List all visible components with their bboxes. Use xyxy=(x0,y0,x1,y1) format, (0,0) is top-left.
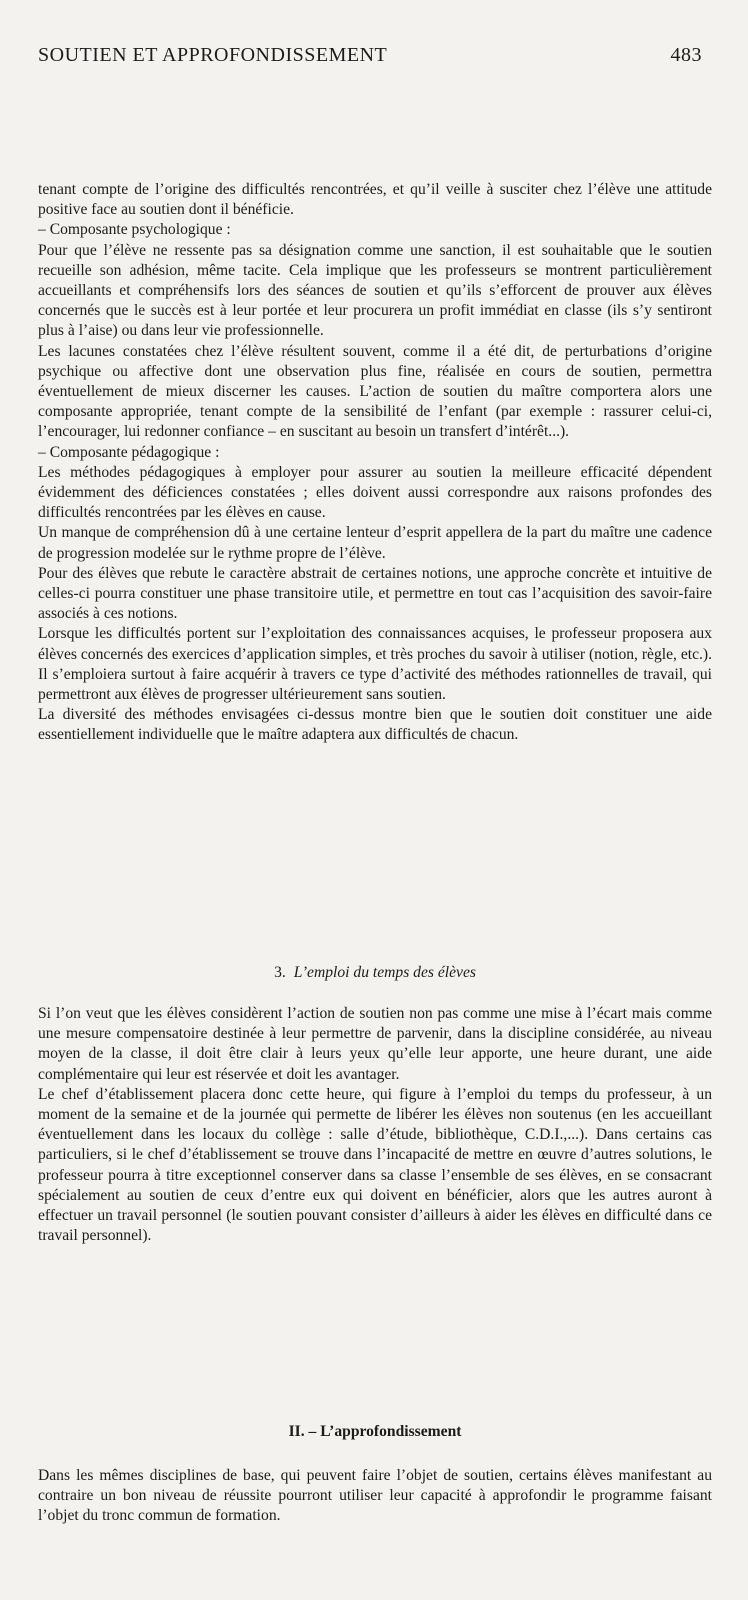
text-block-approfondissement xyxy=(38,1466,712,1527)
paragraph: Les méthodes pédagogiques à employer pour assurer au soutien la meilleure efficacité dépendent évidemment des déficiences constatées ; elles doivent aussi correspondre aux raisons profondes des difficultés rencontrées par les élèves en cause. xyxy=(38,463,712,522)
paragraph: Si l’on veut que les élèves considèrent l’action de soutien non pas comme une mise à l’écart mais comme une mesure compensatoire destinée à leur permettre de parvenir, dans la discipline considérée, au niveau moyen de la classe, il doit être clair à leurs yeux qu’elle leur apporte, une heure durant, une aide complémentaire qui leur est réservée et doit les avantager. xyxy=(38,1005,712,1083)
section-number: 3. xyxy=(274,964,286,981)
subheading-composante-psychologique: – Composante psychologique : xyxy=(38,221,231,239)
paragraph: Le chef d’établissement placera donc cette heure, qui figure à l’emploi du temps du professeur, à un moment de la semaine et de la journée qui permette de libérer les élèves non soutenus (en les accueillant éventuellement dans les locaux du collège : salle d’étude, bibliothèque, C.D.I.,...). Dans certains cas particuliers, si le chef d’établissement se trouve dans l’incapacité de mettre en œuvre d’autres solutions, le professeur pourra à titre exceptionnel conserver dans sa classe l’ensemble de ses élèves, en se consacrant spécialement au soutien de ceux d’entre eux qui doivent en bénéficier, alors que les autres auront à effectuer un travail personnel (le soutien pouvant consister d’ailleurs à aider les élèves en difficulté dans ce travail personnel). xyxy=(38,1085,712,1245)
paragraph: Lorsque les difficultés portent sur l’exploitation des connaissances acquises, le professeur proposera aux élèves concernés des exercices d’application simples, et très proches du savoir à utiliser (notion, règle, etc.). Il s’emploiera surtout à faire acquérir à travers ce type d’activité des méthodes rationnelles de travail, qui permettront aux élèves de progresser ultérieurement sans soutien. xyxy=(38,625,712,704)
section-title: L’emploi du temps des élèves xyxy=(293,964,476,981)
text-block-soutien-composantes xyxy=(38,180,712,746)
paragraph: Pour des élèves que rebute le caractère abstrait de certaines notions, une approche concrète et intuitive de celles-ci pourra constituer une phase transitoire utile, et permettre en tout cas l’acquisition des savoir-faire associés à ces notions. xyxy=(38,564,712,623)
running-head xyxy=(38,44,702,67)
section-heading-emploi-du-temps xyxy=(38,964,712,982)
paragraph: Dans les mêmes disciplines de base, qui peuvent faire l’objet de soutien, certains élèves manifestant au contraire un bon niveau de réussite pourront utiliser leur capacité à approfondir le programme faisant l’objet du tronc commun de formation. xyxy=(38,1467,712,1525)
subheading-composante-pedagogique: – Composante pédagogique : xyxy=(38,443,220,461)
page-number: 483 xyxy=(670,44,702,66)
running-title: SOUTIEN ET APPROFONDISSEMENT xyxy=(38,44,388,66)
paragraph: La diversité des méthodes envisagées ci-dessus montre bien que le soutien doit constituer une aide essentiellement individuelle que le maître adaptera aux difficultés de chacun. xyxy=(38,706,712,744)
paragraph: Un manque de compréhension dû à une certaine lenteur d’esprit appellera de la part du maître une cadence de progression modelée sur le rythme propre de l’élève. xyxy=(38,524,712,562)
paragraph: Les lacunes constatées chez l’élève résultent souvent, comme il a été dit, de perturbations d’origine psychique ou affective dont une observation plus fine, réalisée en cours de soutien, permettra éventuellement de mieux discerner les causes. L’action de soutien du maître comportera alors une composante appropriée, tenant compte de la sensibilité de l’enfant (par exemple : rassurer celui-ci, l’encourager, lui redonner confiance – en suscitant au besoin un transfert d’intérêt...). xyxy=(38,342,712,441)
paragraph: Pour que l’élève ne ressente pas sa désignation comme une sanction, il est souhaitable que le soutien recueille son adhésion, même tacite. Cela implique que les professeurs se montrent particulièrement accueillants et compréhensifs lors des séances de soutien et qu’ils s’efforcent de prouver aux élèves concernés que le succès est à leur portée et leur procurera un profit immédiat en classe (ils s’y sentiront plus à l’aise) ou dans leur vie professionnelle. xyxy=(38,241,712,340)
section-heading-approfondissement: II. – L’approfondissement xyxy=(288,1423,462,1440)
paragraph: tenant compte de l’origine des difficultés rencontrées, et qu’il veille à susciter chez l’élève une attitude positive face au soutien dont il bénéficie. xyxy=(38,181,712,219)
text-block-emploi-du-temps xyxy=(38,1004,712,1246)
